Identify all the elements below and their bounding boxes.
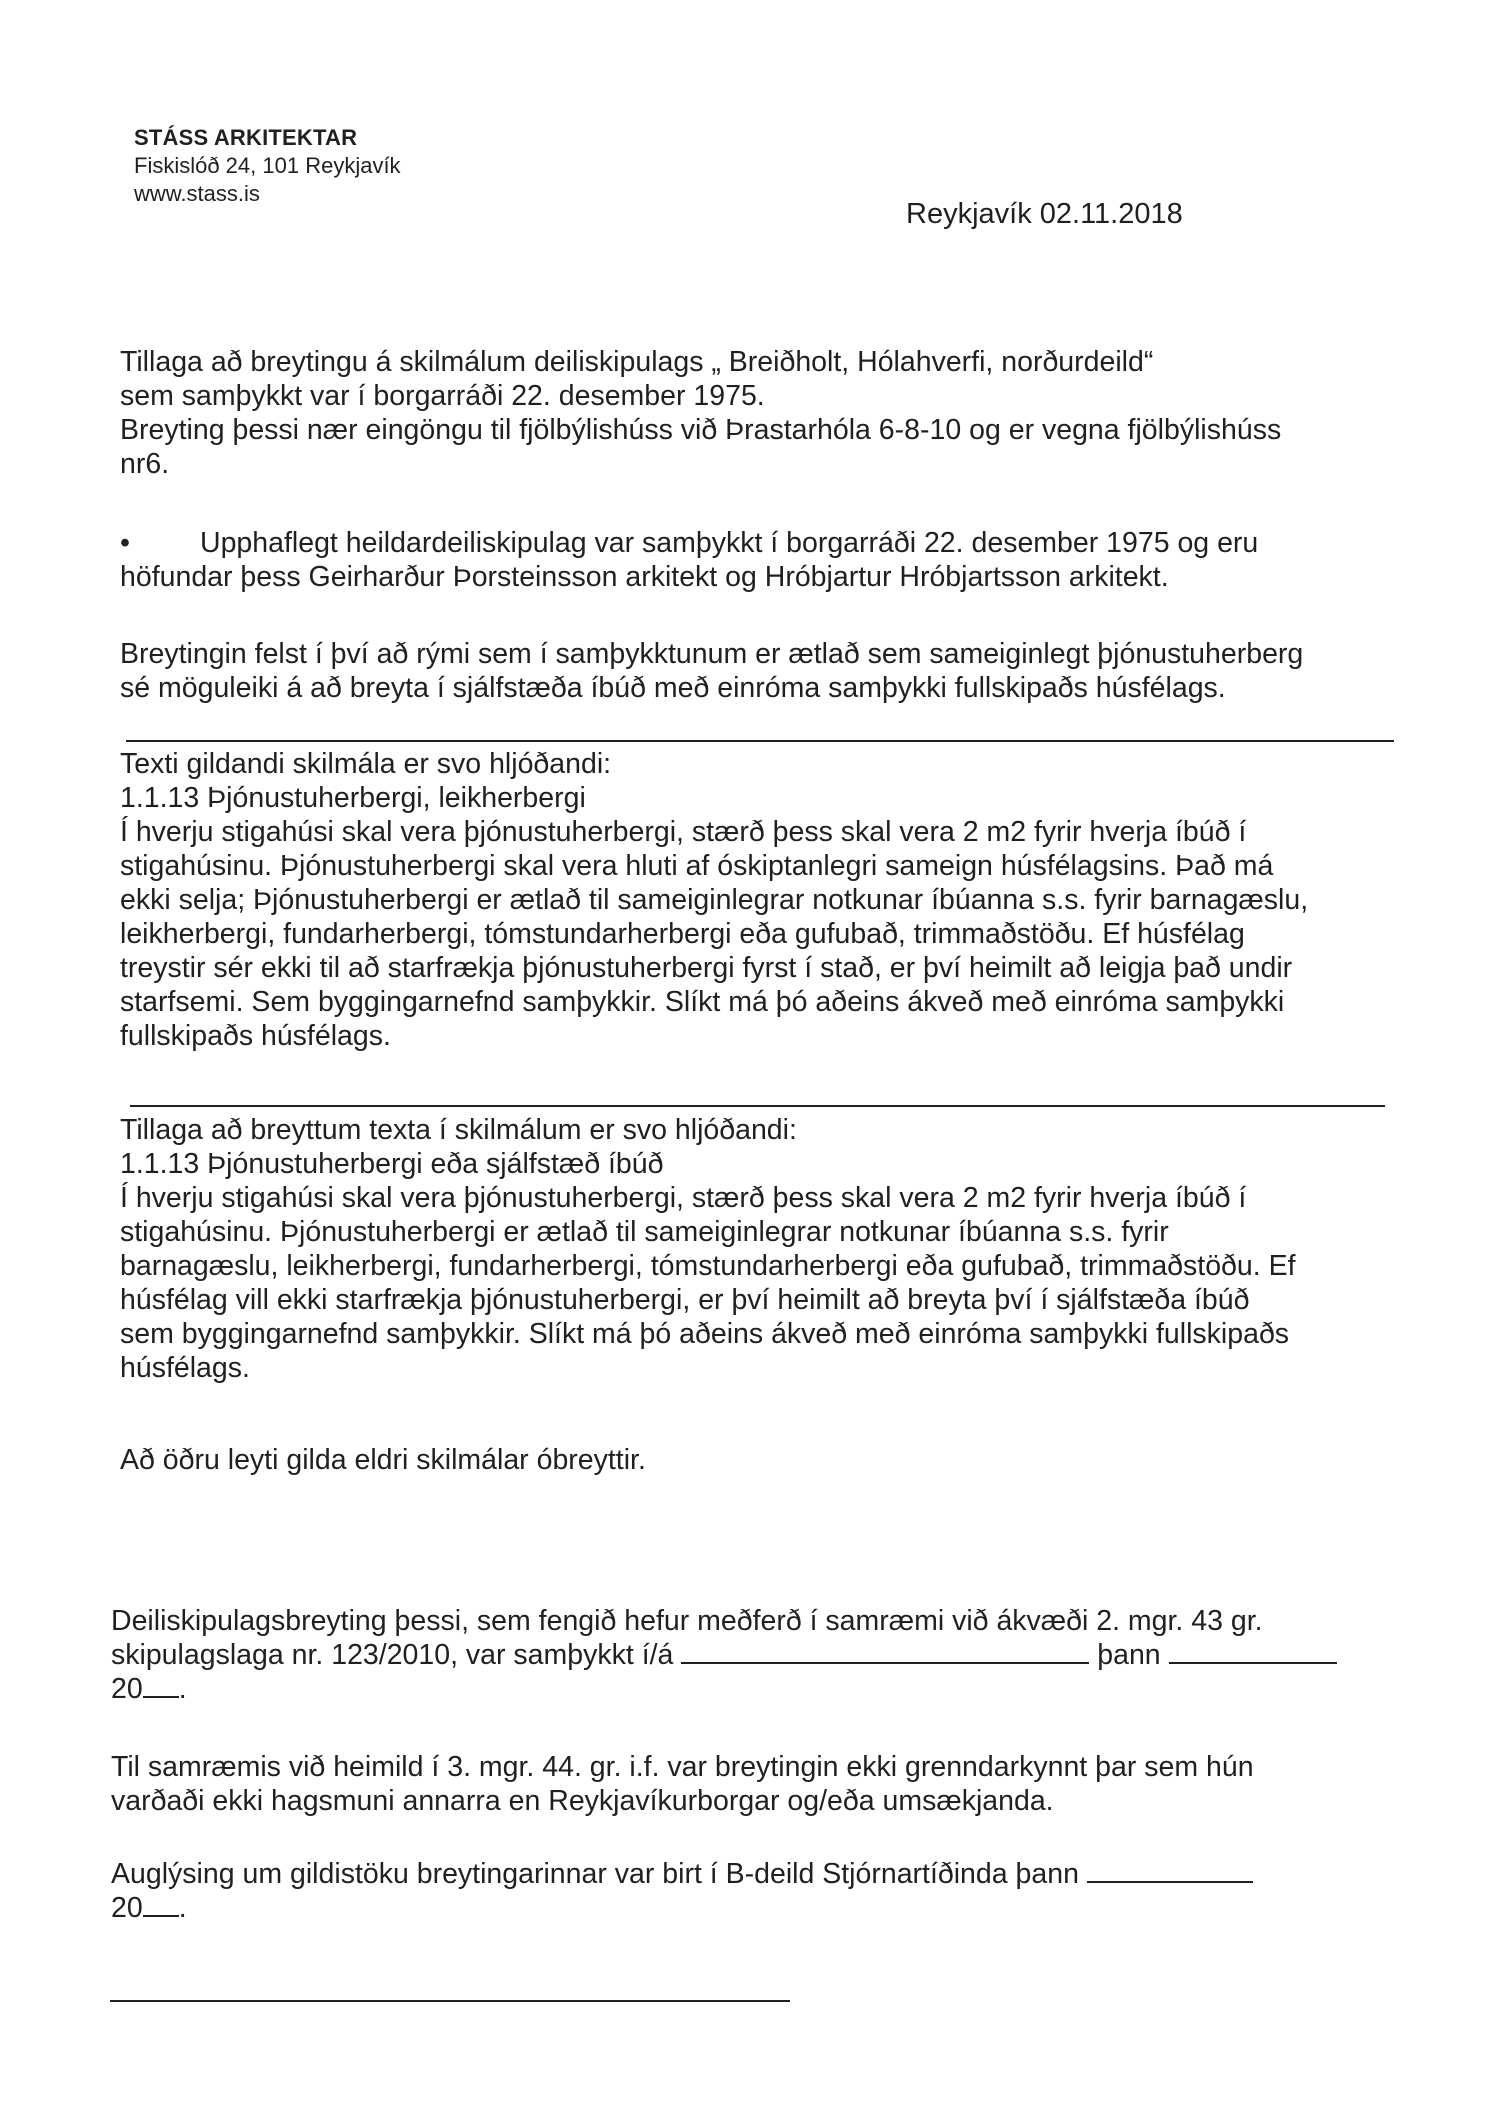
approval-line: [111, 1638, 1337, 1672]
company-address: Fiskislóð 24, 101 Reykjavík: [134, 153, 401, 178]
clause-line: stigahúsinu. Þjónustuherbergi er ætlað til sameiginlegrar notkunar íbúanna s.s. fyrir: [120, 1216, 1169, 1248]
publication-paragraph: [111, 1857, 1253, 1925]
neighbour-line: varðaði ekki hagsmuni annarra en Reykjavíkurborgar og/eða umsækjanda.: [111, 1785, 1054, 1817]
intro-line: sem samþykkt var í borgarráði 22. desember 1975.: [120, 380, 765, 412]
publication-year-blank[interactable]: [143, 1891, 179, 1917]
letterhead: [134, 124, 401, 208]
clause-line: fullskipaðs húsfélags.: [120, 1020, 391, 1052]
approval-year-line: [111, 1672, 1337, 1706]
clause-line: barnagæslu, leikherbergi, fundarherbergi, tómstundarherbergi eða gufubað, trimmaðstöðu. Ef: [120, 1250, 1296, 1282]
clause-title: 1.1.13 Þjónustuherbergi eða sjálfstæð íbúð: [120, 1148, 664, 1180]
signature-line[interactable]: [110, 2000, 790, 2002]
summary-line: Breytingin felst í því að rými sem í samþykktunum er ætlað sem sameiginlegt þjónustuherberg: [120, 638, 1304, 670]
change-summary: [120, 637, 1303, 705]
current-terms-section: [120, 747, 1308, 1053]
bullet-paragraph: [120, 526, 1258, 594]
proposed-terms-section: [120, 1113, 1296, 1385]
publication-line: [111, 1857, 1253, 1891]
approval-paragraph: [111, 1604, 1337, 1706]
other-terms-note: Að öðru leyti gilda eldri skilmálar óbreyttir.: [120, 1444, 646, 1476]
neighbour-line: Til samræmis við heimild í 3. mgr. 44. gr. i.f. var breytingin ekki grenndarkynnt þar sem hún: [111, 1751, 1254, 1783]
approval-year-blank[interactable]: [143, 1672, 179, 1698]
approval-text: skipulagslaga nr. 123/2010, var samþykkt í/á: [111, 1639, 674, 1671]
clause-line: húsfélags.: [120, 1352, 250, 1384]
clause-line: Í hverju stigahúsi skal vera þjónustuherbergi, stærð þess skal vera 2 m2 fyrir hverja íbúð í: [120, 816, 1247, 848]
clause-line: ekki selja; Þjónustuherbergi er ætlað til sameiginlegrar notkunar íbúanna s.s. fyrir barnagæslu,: [120, 884, 1309, 916]
section-heading: Texti gildandi skilmála er svo hljóðandi:: [120, 748, 612, 780]
year-prefix: 20: [111, 1892, 143, 1924]
publication-text: Auglýsing um gildistöku breytingarinnar var birt í B-deild Stjórnartíðinda þann: [111, 1858, 1079, 1890]
section-divider: [130, 1105, 1385, 1107]
clause-line: leikherbergi, fundarherbergi, tómstundarherbergi eða gufubað, trimmaðstöðu. Ef húsfélag: [120, 918, 1245, 950]
clause-title: 1.1.13 Þjónustuherbergi, leikherbergi: [120, 782, 586, 814]
section-heading: Tillaga að breyttum texta í skilmálum er svo hljóðandi:: [120, 1114, 797, 1146]
publication-year-line: [111, 1891, 1253, 1925]
intro-line: Tillaga að breytingu á skilmálum deiliskipulags „ Breiðholt, Hólahverfi, norðurdeild“: [120, 346, 1154, 378]
year-suffix: .: [178, 1673, 187, 1705]
approval-date-blank[interactable]: [1169, 1638, 1337, 1664]
clause-line: starfsemi. Sem byggingarnefnd samþykkir. Slíkt má þó aðeins ákveð með einróma samþykki: [120, 986, 1285, 1018]
clause-line: húsfélag vill ekki starfrækja þjónustuherbergi, er því heimilt að breyta því í sjálfstæða íbúð: [120, 1284, 1250, 1316]
company-website: www.stass.is: [134, 181, 260, 206]
year-suffix: .: [178, 1892, 187, 1924]
date-line: Reykjavík 02.11.2018: [906, 198, 1183, 230]
clause-line: treystir sér ekki til að starfrækja þjónustuherbergi fyrst í stað, er því heimilt að leigja það undir: [120, 952, 1293, 984]
summary-line: sé möguleiki á að breyta í sjálfstæða íbúð með einróma samþykki fullskipaðs húsfélags.: [120, 672, 1226, 704]
approval-body-blank[interactable]: [681, 1638, 1089, 1664]
neighbour-paragraph: [111, 1750, 1254, 1818]
clause-line: Í hverju stigahúsi skal vera þjónustuherbergi, stærð þess skal vera 2 m2 fyrir hverja íbúð í: [120, 1182, 1247, 1214]
publication-date-blank[interactable]: [1087, 1857, 1253, 1883]
approval-line: Deiliskipulagsbreyting þessi, sem fengið hefur meðferð í samræmi við ákvæði 2. mgr. 43 gr.: [111, 1605, 1263, 1637]
intro-line: nr6.: [120, 448, 170, 480]
bullet-symbol: •: [120, 527, 130, 559]
intro-line: Breyting þessi nær eingöngu til fjölbýlishúss við Þrastarhóla 6-8-10 og er vegna fjölbýlishúss: [120, 414, 1282, 446]
year-prefix: 20: [111, 1673, 143, 1705]
clause-line: stigahúsinu. Þjónustuherbergi skal vera hluti af óskiptanlegri sameign húsfélagsins. Það má: [120, 850, 1274, 882]
intro-paragraph: [120, 345, 1281, 481]
bullet-line: höfundar þess Geirharður Þorsteinsson arkitekt og Hróbjartur Hróbjartsson arkitekt.: [120, 561, 1169, 593]
approval-date-word: þann: [1097, 1639, 1161, 1671]
bullet-line: Upphaflegt heildardeiliskipulag var samþykkt í borgarráði 22. desember 1975 og eru: [200, 527, 1259, 559]
company-name: STÁSS ARKITEKTAR: [134, 125, 358, 150]
clause-line: sem byggingarnefnd samþykkir. Slíkt má þó aðeins ákveð með einróma samþykki fullskipaðs: [120, 1318, 1290, 1350]
section-divider: [126, 740, 1394, 742]
